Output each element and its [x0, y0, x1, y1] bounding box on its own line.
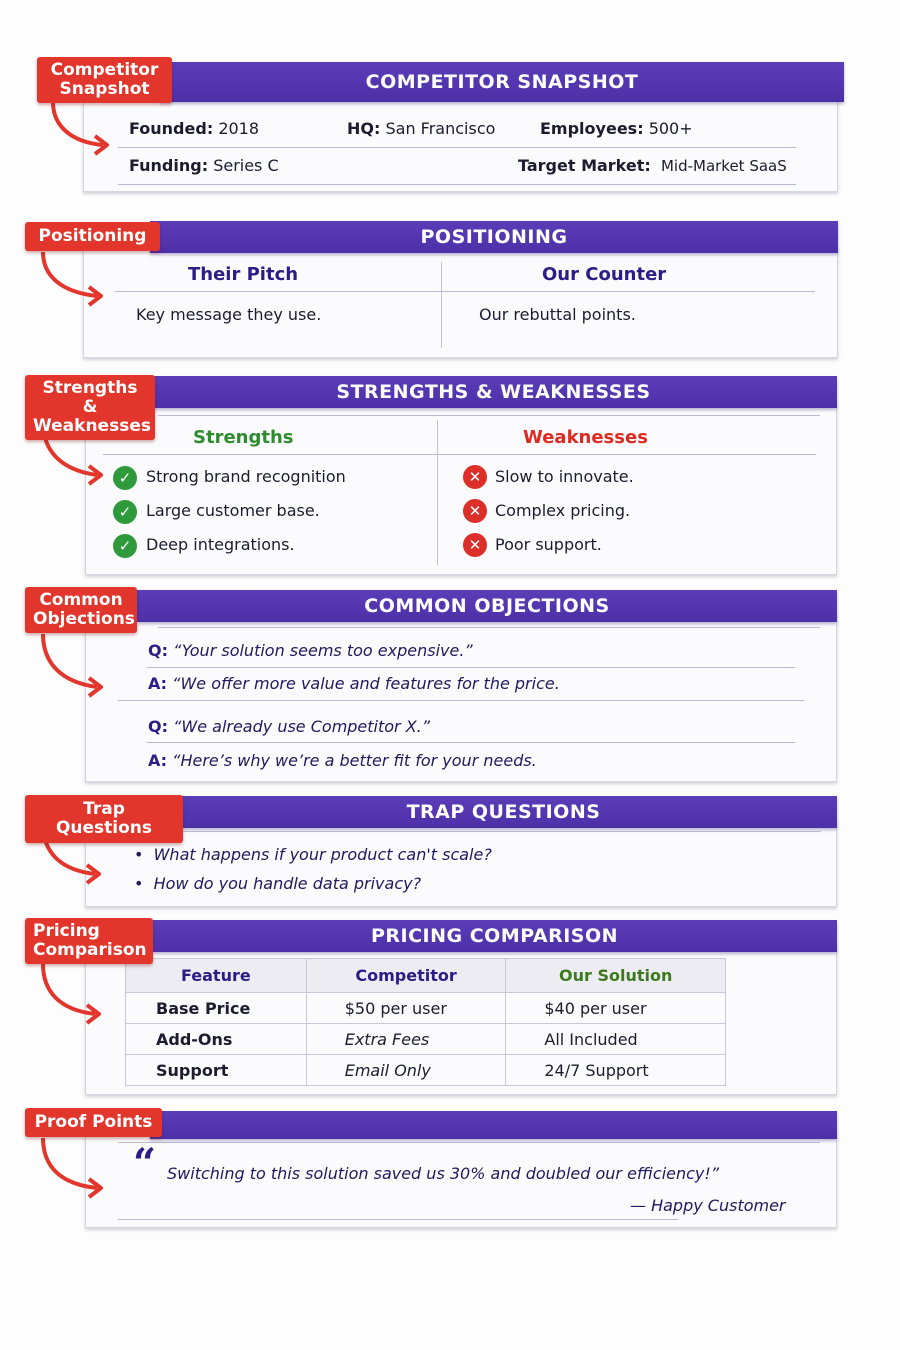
positioning-tag: Positioning	[25, 222, 160, 251]
divider	[147, 742, 795, 743]
divider	[118, 1142, 820, 1143]
positioning-banner	[150, 221, 838, 253]
x-circle-icon: ✕	[463, 499, 487, 523]
objection-question: Q: “Your solution seems too expensive.”	[148, 641, 473, 660]
objections-title: COMMON OBJECTIONS	[364, 595, 610, 617]
our-counter-heading: Our Counter	[542, 264, 667, 285]
sw-tag: Strengths & Weaknesses	[25, 375, 155, 440]
pricing-tag: Pricing Comparison	[25, 918, 153, 964]
sw-banner	[150, 376, 837, 408]
objection-answer: A: “We offer more value and features for the price.	[148, 674, 560, 693]
table-header-row	[126, 959, 726, 993]
snapshot-banner	[160, 62, 844, 102]
trap-title: TRAP QUESTIONS	[406, 801, 601, 823]
strengths-heading: Strengths	[193, 427, 294, 448]
trap-banner	[170, 796, 837, 828]
founded-field: Founded: 2018	[129, 119, 260, 138]
employees-field: Employees: 500+	[540, 119, 693, 138]
arrow-icon	[45, 100, 115, 155]
check-icon: ✓	[113, 466, 137, 490]
positioning-title: POSITIONING	[420, 226, 568, 248]
column-header: Feature	[126, 959, 307, 993]
trap-question-item: • How do you handle data privacy?	[134, 874, 422, 893]
column-divider	[441, 262, 442, 348]
arrow-icon	[35, 1136, 110, 1196]
objections-tag: Common Objections	[25, 587, 137, 633]
divider	[438, 454, 816, 455]
positioning-card	[83, 245, 838, 358]
check-icon: ✓	[113, 500, 137, 524]
arrow-icon	[35, 962, 107, 1024]
divider	[118, 147, 796, 148]
funding-field: Funding: Series C	[129, 156, 279, 175]
arrow-icon	[35, 632, 110, 694]
column-header: Competitor	[306, 959, 506, 993]
pricing-banner	[152, 920, 837, 952]
snapshot-tag: Competitor Snapshot	[37, 57, 172, 103]
check-icon: ✓	[113, 534, 137, 558]
objections-banner	[137, 590, 837, 622]
proof-banner	[150, 1111, 837, 1139]
divider	[103, 454, 437, 455]
divider	[158, 627, 820, 628]
table-row: Add-Ons Extra Fees All Included	[126, 1024, 726, 1055]
divider	[113, 831, 821, 832]
pricing-table	[125, 958, 726, 1086]
their-pitch-text: Key message they use.	[136, 305, 322, 324]
objection-question: Q: “We already use Competitor X.”	[148, 717, 431, 736]
table-row: Base Price $50 per user $40 per user	[126, 993, 726, 1024]
proof-tag: Proof Points	[25, 1108, 162, 1137]
target-market-field: Target Market: Mid-Market SaaS	[518, 156, 787, 175]
snapshot-card	[83, 95, 838, 192]
our-counter-text: Our rebuttal points.	[479, 305, 636, 324]
testimonial-attribution: — Happy Customer	[630, 1196, 786, 1215]
divider	[115, 291, 815, 292]
x-circle-icon: ✕	[463, 533, 487, 557]
quote-mark-icon: “	[133, 1140, 157, 1187]
hq-field: HQ: San Francisco	[347, 119, 496, 138]
trap-question-item: • What happens if your product can't scale?	[134, 845, 492, 864]
weaknesses-heading: Weaknesses	[523, 427, 648, 448]
divider	[118, 184, 796, 185]
column-divider	[437, 420, 438, 565]
their-pitch-heading: Their Pitch	[188, 264, 299, 285]
table-row: Support Email Only 24/7 Support	[126, 1055, 726, 1086]
objection-answer: A: “Here’s why we’re a better fit for your needs.	[148, 751, 537, 770]
divider	[158, 415, 820, 416]
snapshot-title: COMPETITOR SNAPSHOT	[365, 71, 639, 93]
arrow-icon	[35, 250, 110, 305]
sw-title: STRENGTHS & WEAKNESSES	[336, 381, 651, 403]
pricing-title: PRICING COMPARISON	[370, 925, 619, 947]
trap-tag: Trap Questions	[25, 795, 183, 843]
divider	[118, 1219, 678, 1220]
divider	[118, 700, 804, 701]
column-header: Our Solution	[506, 959, 726, 993]
testimonial-quote: Switching to this solution saved us 30% and doubled our efficiency!”	[167, 1164, 720, 1183]
divider	[147, 667, 795, 668]
x-circle-icon: ✕	[463, 465, 487, 489]
